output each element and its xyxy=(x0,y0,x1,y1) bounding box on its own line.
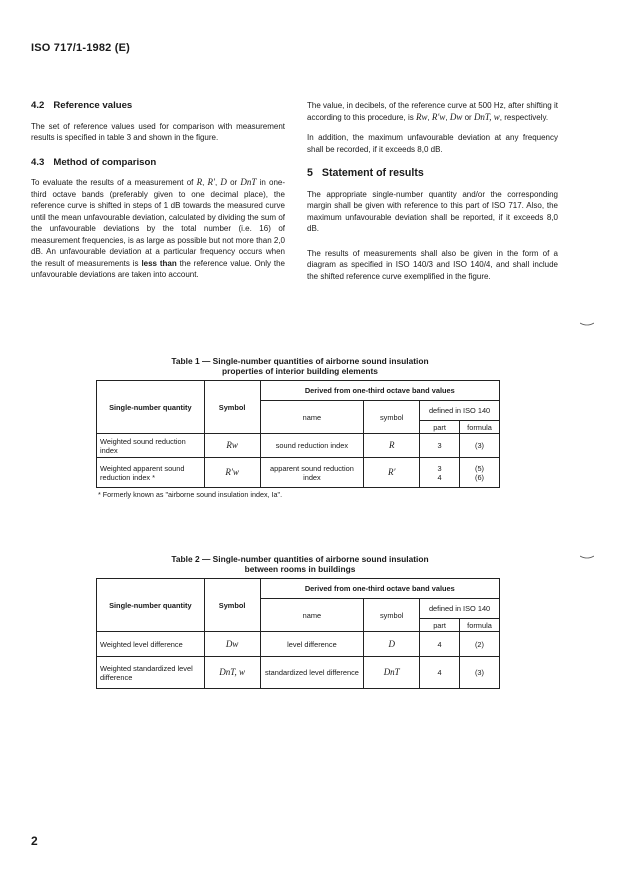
header-derived: Derived from one-third octave band values xyxy=(260,381,499,401)
header-formula: formula xyxy=(460,421,500,434)
header-name: name xyxy=(260,599,364,632)
header-derived: Derived from one-third octave band values xyxy=(260,579,499,599)
cell-part: 3 xyxy=(420,434,460,458)
section-number: 4.3 xyxy=(31,156,45,168)
section-5-paragraph-2: The results of measurements shall also be given in the form of a diagram as specified in ISO 140/3 and ISO 140/4, and shall include the shifted reference curve exemplified in the figure. xyxy=(307,248,558,281)
table-2-title xyxy=(90,554,510,574)
cell-band-symbol: R xyxy=(364,434,420,458)
header-defined: defined in ISO 140 xyxy=(420,599,500,619)
margin-mark xyxy=(580,555,594,560)
section-5-paragraph-1: The appropriate single-number quantity and/or the corresponding margin shall be given with reference to this part of ISO 717. Also, the maximum unfavourable deviation shall be reported, if it exceeds 8,0 dB. xyxy=(307,189,558,233)
max-deviation-text: In addition, the maximum unfavourable deviation at any frequency shall be recorded, if it exceeds 8,0 dB. xyxy=(307,133,558,154)
header-quantity: Single-number quantity xyxy=(97,579,205,632)
table-1 xyxy=(96,380,500,488)
section-number: 4.2 xyxy=(31,100,45,111)
cell-formula: (3) xyxy=(460,434,500,458)
cell-formula: (3) xyxy=(460,657,500,689)
emphasis: less than xyxy=(141,258,177,268)
section-title: Statement of results xyxy=(321,167,424,179)
header-name: name xyxy=(260,401,364,434)
text-run: or xyxy=(226,178,241,187)
symbol-r: R xyxy=(196,177,203,187)
symbol-dnt: DnT xyxy=(240,177,257,187)
symbol-d: D xyxy=(220,177,227,187)
cell-quantity: Weighted sound reduction index xyxy=(97,434,205,458)
cell-symbol: Rw xyxy=(204,434,260,458)
text-run: , xyxy=(427,112,432,122)
section-4-3-heading xyxy=(31,157,285,169)
page-header: ISO 717/1-1982 (E) xyxy=(31,42,130,54)
table-1-title xyxy=(90,356,510,376)
text-run: the reference value. Only the unfavourable deviations are taken into account. xyxy=(31,258,286,279)
reference-curve-text xyxy=(307,100,558,123)
section-4-2-heading xyxy=(31,100,285,112)
header-band-symbol: symbol xyxy=(364,599,420,632)
text-run: , xyxy=(202,178,208,187)
right-column xyxy=(307,100,558,295)
cell-formula: (2) xyxy=(460,632,500,657)
margin-mark xyxy=(580,322,594,327)
section-number: 5 xyxy=(307,167,313,179)
section-title: Method of comparison xyxy=(53,156,157,168)
table-row xyxy=(97,434,500,458)
header-quantity: Single-number quantity xyxy=(97,381,205,434)
section-5-heading xyxy=(307,168,558,180)
text-run: or xyxy=(462,112,474,122)
cell-symbol: R′w xyxy=(204,458,260,488)
cell-quantity: Weighted standardized level difference xyxy=(97,657,205,689)
cell-name: level difference xyxy=(260,632,364,657)
cell-band-symbol: DnT xyxy=(364,657,420,689)
symbol-rw-prime: R′w xyxy=(431,111,446,122)
cell-symbol: Dw xyxy=(204,632,260,657)
text-run: The value, in decibels, of the reference curve at 500 Hz, after shifting it according to this procedure, is xyxy=(307,101,558,122)
header-band-symbol: symbol xyxy=(364,401,420,434)
table-1-footnote: * Formerly known as "airborne sound insulation index, Ia". xyxy=(98,490,283,499)
section-4-2-text: The set of reference values used for comparison with measurement results is specified in table 3 and shown in the figure. xyxy=(31,121,285,142)
header-defined: defined in ISO 140 xyxy=(420,401,500,421)
header-formula: formula xyxy=(460,619,500,632)
section-title: Reference values xyxy=(53,100,133,111)
text-run: To evaluate the results of a measurement of xyxy=(31,178,197,187)
cell-part: 4 xyxy=(420,657,460,689)
cell-band-symbol: D xyxy=(364,632,420,657)
symbol-rw: Rw xyxy=(415,111,428,122)
title-line: between rooms in buildings xyxy=(244,564,356,574)
table-2 xyxy=(96,578,500,689)
cell-symbol: DnT, w xyxy=(204,657,260,689)
header-part: part xyxy=(420,421,460,434)
table-row xyxy=(97,657,500,689)
header-symbol: Symbol xyxy=(204,381,260,434)
title-line: Table 1 — Single-number quantities of airborne sound insulation xyxy=(171,356,429,366)
cell-part: 3 4 xyxy=(420,458,460,488)
symbol-dntw: DnT, w xyxy=(473,111,500,122)
table-row xyxy=(97,458,500,488)
symbol-r-prime: R′ xyxy=(207,177,215,187)
header-symbol: Symbol xyxy=(204,579,260,632)
left-column xyxy=(31,100,285,294)
cell-quantity: Weighted level difference xyxy=(97,632,205,657)
text-run: , xyxy=(214,178,221,187)
cell-name: standardized level difference xyxy=(260,657,364,689)
title-line: Table 2 — Single-number quantities of airborne sound insulation xyxy=(171,554,429,564)
text-run: , respectively. xyxy=(499,112,549,122)
table-row xyxy=(97,632,500,657)
section-4-3-text xyxy=(31,177,285,281)
title-line: properties of interior building elements xyxy=(222,366,378,376)
cell-part: 4 xyxy=(420,632,460,657)
page-number: 2 xyxy=(31,834,38,848)
cell-formula: (5) (6) xyxy=(460,458,500,488)
cell-name: apparent sound reduction index xyxy=(260,458,364,488)
cell-band-symbol: R′ xyxy=(364,458,420,488)
text-run: in one-third octave bands (preferably given to one decimal place), the reference curve is shifted in steps of 1 dB towards the measured curve until the mean unfavourable deviation, calculated by dividing the sum of the unfavourable deviations by the total number (i.e. 16) of measurement frequencies, is as large as possible but not more than 2,0 dB. An unfavourable deviation at a particular frequency occurs when the result of measurements is xyxy=(31,178,286,268)
symbol-dw: Dw xyxy=(449,111,463,122)
cell-name: sound reduction index xyxy=(260,434,364,458)
header-part: part xyxy=(420,619,460,632)
text-run: , xyxy=(445,112,450,122)
cell-quantity: Weighted apparent sound reduction index * xyxy=(97,458,205,488)
